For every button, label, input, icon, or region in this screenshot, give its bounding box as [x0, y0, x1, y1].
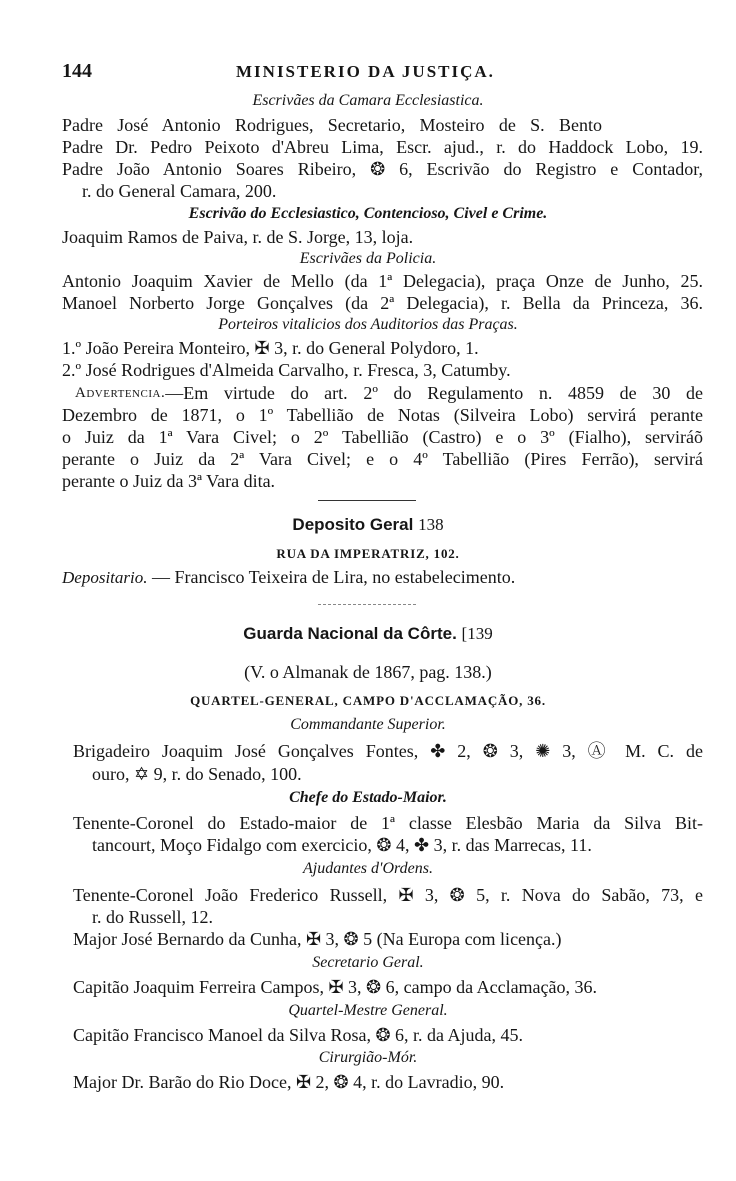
depositario-line — [62, 566, 515, 589]
section-heading-policia: Escrivães da Policia. — [299, 250, 437, 267]
guarda-title: Guarda Nacional da Côrte. — [243, 624, 457, 643]
section-heading-camara: Escrivães da Camara Ecclesiastica. — [252, 92, 484, 109]
entry-line: Joaquim Ramos de Paiva, r. de S. Jorge, 13, loja. — [62, 227, 414, 247]
entry-line: Major Dr. Barão do Rio Doce, ✠ 2, ❂ 4, r. do Lavradio, 90. — [73, 1072, 505, 1092]
section-heading-cirurgiao: Cirurgião-Mór. — [318, 1049, 418, 1066]
entry-line: r. do Russell, 12. — [92, 907, 214, 927]
entry-line: Tenente-Coronel do Estado-maior de 1ª classe Elesbão Maria da Silva Bit- — [73, 813, 703, 833]
guarda-address: QUARTEL-GENERAL, CAMPO D'ACCLAMAÇÃO, 36. — [190, 693, 546, 708]
entry-line: Tenente-Coronel João Frederico Russell, ✠ 3, ❂ 5, r. Nova do Sabão, 73, e — [73, 885, 703, 905]
advertencia-line: Dezembro de 1871, o 1º Tabellião de Notas (Silveira Lobo) servirá perante — [62, 405, 703, 425]
deposito-address: RUA DA IMPERATRIZ, 102. — [276, 546, 460, 561]
entry-line: Antonio Joaquim Xavier de Mello (da 1ª Delegacia), praça Onze de Junho, 25. — [62, 271, 703, 291]
section-heading-porteiros: Porteiros vitalicios dos Auditorios das Praças. — [218, 316, 518, 333]
advertencia-first-line — [75, 382, 703, 404]
guarda-ref-note: (V. o Almanak de 1867, pag. 138.) — [244, 662, 492, 682]
guarda-page-ref: [139 — [461, 624, 493, 643]
entry-line: 2.º José Rodrigues d'Almeida Carvalho, r. Fresca, 3, Catumby. — [62, 360, 511, 380]
section-heading-secretario: Secretario Geral. — [312, 954, 424, 971]
guarda-title-line — [40, 623, 696, 645]
entry-line: Capitão Joaquim Ferreira Campos, ✠ 3, ❂ 6, campo da Acclamação, 36. — [73, 977, 598, 997]
divider — [318, 500, 416, 501]
advertencia-label: Advertencia. — [75, 385, 166, 401]
deposito-title-line — [40, 514, 696, 536]
entry-line: 1.º João Pereira Monteiro, ✠ 3, r. do General Polydoro, 1. — [62, 338, 479, 358]
entry-line: Manoel Norberto Jorge Gonçalves (da 2ª Delegacia), r. Bella da Princeza, 36. — [62, 293, 703, 313]
section-heading-commandante: Commandante Superior. — [290, 716, 446, 733]
advertencia-line: perante o Juiz da 2ª Vara Civel; e o 4º Tabellião (Pires Ferrão), servirá — [62, 449, 703, 469]
entry-line: Capitão Francisco Manoel da Silva Rosa, ❂ 6, r. da Ajuda, 45. — [73, 1025, 524, 1045]
page-number: 144 — [62, 60, 92, 82]
entry-line: r. do General Camara, 200. — [82, 181, 277, 201]
depositario-label: Depositario. — [62, 568, 148, 587]
entry-line: Brigadeiro Joaquim José Gonçalves Fontes, ✤ 2, ❂ 3, ✺ 3, Ⓐ M. C. de — [73, 741, 703, 761]
entry-line: Padre João Antonio Soares Ribeiro, ❂ 6, Escrivão do Registro e Contador, — [62, 159, 703, 179]
entry-line: Padre Dr. Pedro Peixoto d'Abreu Lima, Escr. ajud., r. do Haddock Lobo, 19. — [62, 137, 703, 157]
deposito-page-ref: 138 — [418, 515, 444, 534]
entry-line: tancourt, Moço Fidalgo com exercicio, ❂ 4, ✤ 3, r. das Marrecas, 11. — [92, 835, 592, 855]
advertencia-text: —Em virtude do art. 2º do Regulamento n. 4859 de 30 de — [165, 383, 703, 403]
section-heading-ecclesiastico: Escrivão do Ecclesiastico, Contencioso, Civel e Crime. — [188, 205, 548, 222]
deposito-title: Deposito Geral — [292, 515, 414, 534]
running-title: MINISTERIO DA JUSTIÇA. — [236, 62, 495, 81]
entry-line: Major José Bernardo da Cunha, ✠ 3, ❂ 5 (Na Europa com licença.) — [73, 929, 562, 949]
section-heading-ajudantes: Ajudantes d'Ordens. — [303, 860, 433, 877]
entry-line: Padre José Antonio Rodrigues, Secretario, Mosteiro de S. Bento — [62, 115, 602, 135]
section-heading-chefe: Chefe do Estado-Maior. — [289, 789, 447, 806]
divider — [318, 604, 416, 605]
section-heading-quartel-mestre: Quartel-Mestre General. — [288, 1002, 448, 1019]
advertencia-line: perante o Juiz da 3ª Vara dita. — [62, 471, 276, 491]
advertencia-line: o Juiz da 1ª Vara Civel; o 2º Tabellião (Castro) e o 3º (Fialho), serviráõ — [62, 427, 703, 447]
entry-line: ouro, ✡ 9, r. do Senado, 100. — [92, 764, 302, 784]
depositario-text: — Francisco Teixeira de Lira, no estabelecimento. — [151, 567, 516, 587]
